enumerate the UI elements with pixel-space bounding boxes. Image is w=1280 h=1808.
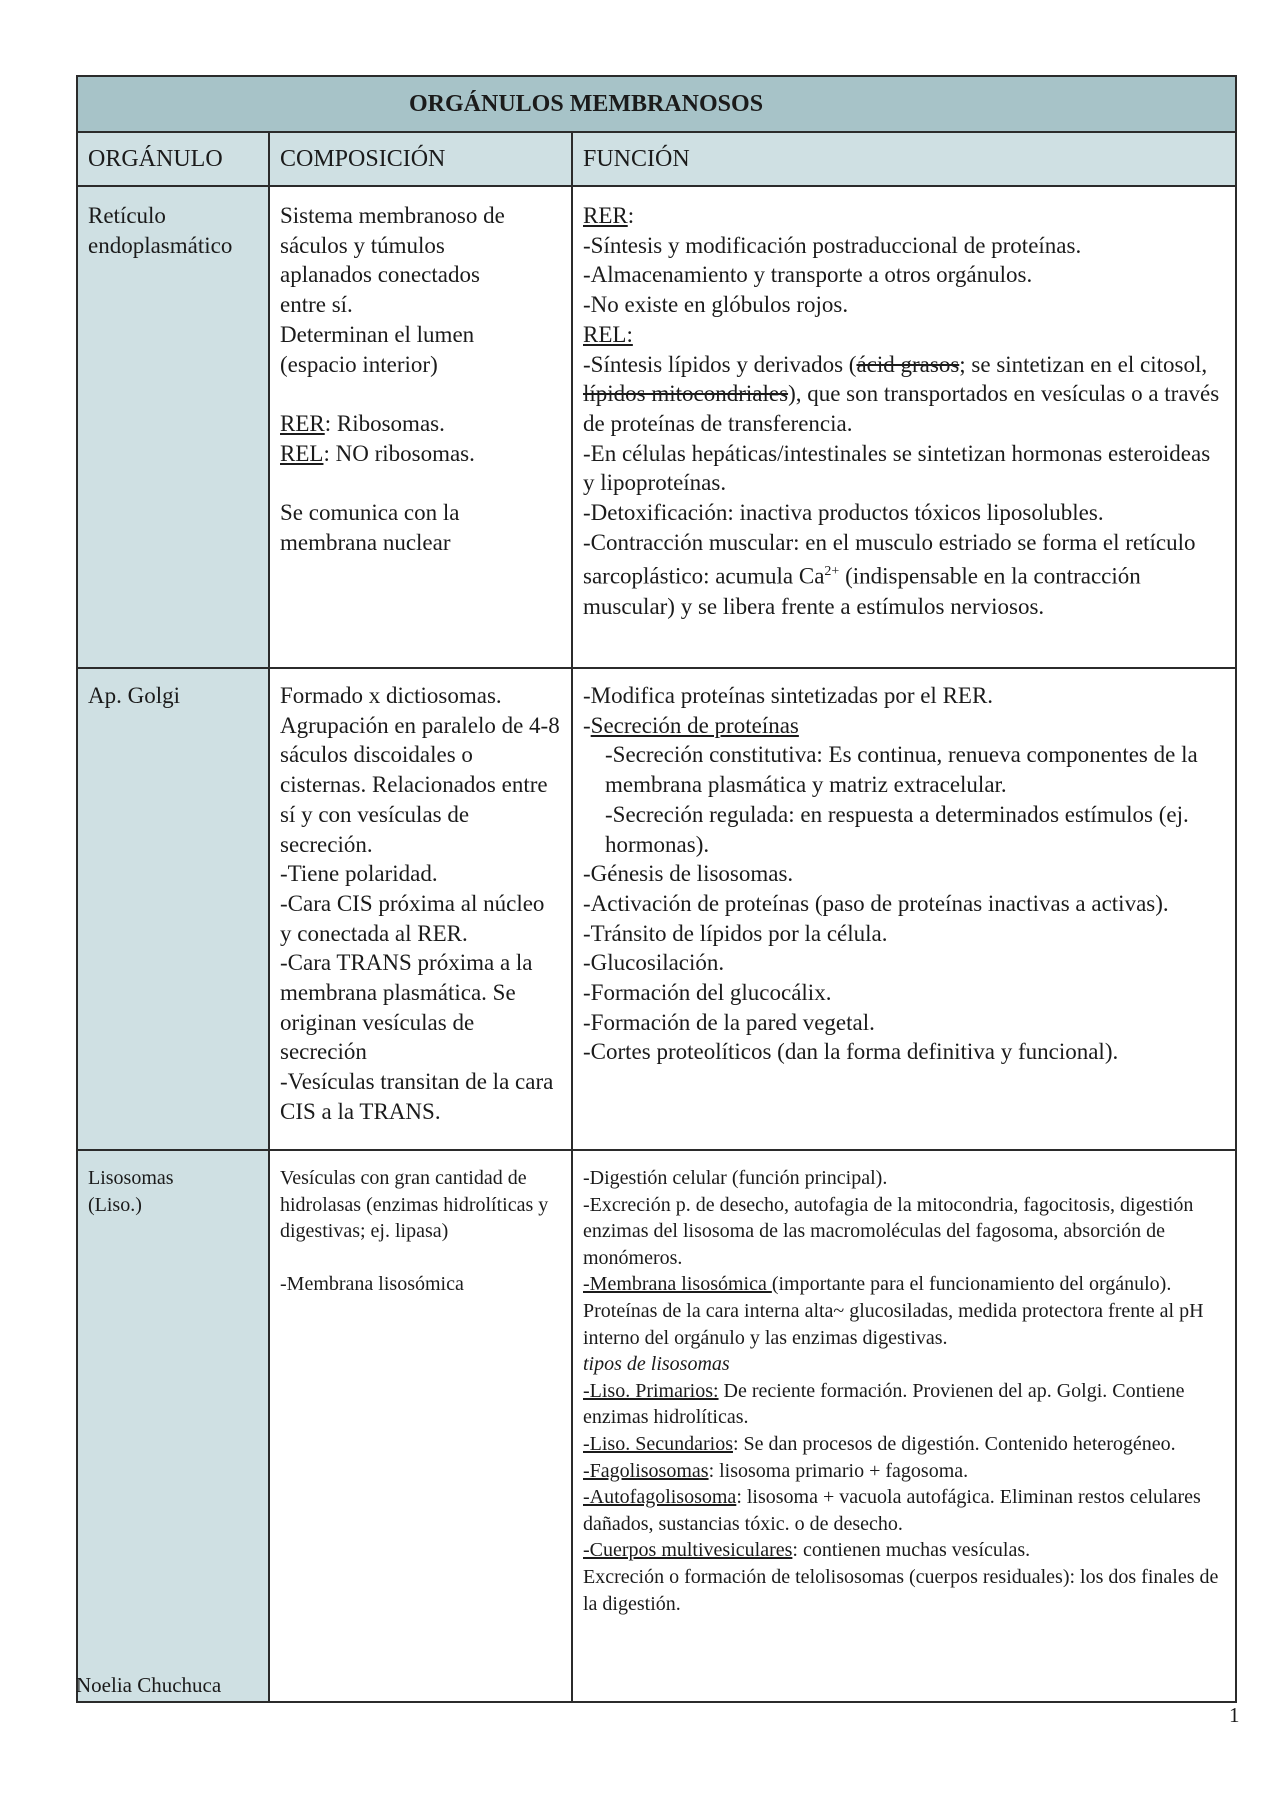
liso-secundarios: -Liso. Secundarios: Se dan procesos de digestión. Contenido heterogéneo. bbox=[583, 1432, 1176, 1455]
header-funcion: FUNCIÓN bbox=[572, 132, 1236, 186]
composition-golgi: Formado x dictiosomas. Agrupación en paralelo de 4-8 sáculos discoidales o cisternas. Relacionados entre sí y con vesículas de secreción. -Tiene polaridad. -Cara CIS próxima al núcleo y conectada al RER. -Cara TRANS próxima a la membrana plasmática. Se originan vesículas de secreción -Vesículas transitan de la cara CIS a la TRANS. bbox=[269, 668, 572, 1150]
fagolisosomas: -Fagolisosomas: lisosoma primario + fagosoma. bbox=[583, 1459, 969, 1482]
func-membrana: -Membrana lisosómica (importante para el funcionamiento del orgánulo). Proteínas de la cara interna alta~ glucosiladas, medida protectora frente al pH interno del orgánulo y las enzimas digestivas. bbox=[583, 1273, 1204, 1349]
table-title-cell bbox=[77, 76, 1236, 132]
organelle-name-lisosomas: Lisosomas (Liso.) bbox=[77, 1150, 269, 1702]
function-reticulo: RER: -Síntesis y modificación postraduccional de proteínas. -Almacenamiento y transporte a otros orgánulos. -No existe en glóbulos rojos. REL: -Síntesis lípidos y derivados (ácid grasos; se sintetizan en el citosol, lípidos mitocondriales), que son transportados en vesículas o a través de proteínas de transferencia. -En células hepáticas/intestinales se sintetizan hormonas esteroideas y lipoproteínas. -Detoxificación: inactiva productos tóxicos liposolubles. -Contracción muscular: en el musculo estriado se forma el retículo sarcoplástico: acumula $Ca^{2+}$ (indispensable en la contracción muscular) y se libera frente a estímulos nerviosos. bbox=[572, 186, 1236, 668]
composition-lisosomas: Vesículas con gran cantidad de hidrolasas (enzimas hidrolíticas y digestivas; ej. lipasa) -Membrana lisosómica bbox=[269, 1150, 572, 1702]
footer-author: Noelia Chuchuca bbox=[76, 1673, 222, 1697]
function-golgi: -Modifica proteínas sintetizadas por el RER. -Secreción de proteínas -Secreción constitutiva: Es continua, renueva componentes de la membrana plasmática y matriz extracelular. -Secreción regulada: en respuesta a determinados estímulos (ej. hormonas). -Génesis de lisosomas. -Activación de proteínas (paso de proteínas inactivas a activas). -Tránsito de lípidos por la célula. -Glucosilación. -Formación del glucocálix. -Formación de la pared vegetal. -Cortes proteolíticos (dan la forma definitiva y funcional). bbox=[572, 668, 1236, 1150]
table-row-reticulo bbox=[77, 186, 1236, 668]
rer-line: RER: Ribosomas. bbox=[280, 410, 445, 436]
organelle-name-golgi: Ap. Golgi bbox=[77, 668, 269, 1150]
autofagolisosoma: -Autofagolisosoma: lisosoma + vacuola autofágica. Eliminan restos celulares dañados, sustancias tóxic. o de desecho. bbox=[583, 1486, 1201, 1535]
func-contraccion: -Contracción muscular: en el musculo estriado se forma el retículo sarcoplástico: acumula $Ca^{2+}$ (indispensable en la contracción muscular) y se libera frente a estímulos nerviosos. bbox=[583, 529, 1196, 619]
func-secrecion-heading: -Secreción de proteínas bbox=[583, 712, 799, 738]
organelles-table bbox=[76, 75, 1237, 1703]
organelle-name-reticulo: Retículo endoplasmático bbox=[77, 186, 269, 668]
func-rel-text: -Síntesis lípidos y derivados (ácid grasos; se sintetizan en el citosol, lípidos mitocondriales), que son transportados en vesículas o a través de proteínas de transferencia. bbox=[583, 351, 1220, 436]
liso-primarios: -Liso. Primarios: De reciente formación. Provienen del ap. Golgi. Contiene enzimas hidrolíticas. bbox=[583, 1379, 1185, 1429]
header-row bbox=[77, 132, 1236, 186]
rel-line: REL: NO ribosomas. bbox=[280, 440, 475, 466]
cuerpos-multivesiculares: -Cuerpos multivesiculares: contienen muchas vesículas. bbox=[583, 1539, 1031, 1562]
function-lisosomas: -Digestión celular (función principal). -Excreción p. de desecho, autofagia de la mitocondria, fagocitosis, digestión enzimas del lisosoma de las macromoléculas del fagosoma, absorción de monómeros. -Membrana lisosómica (importante para el funcionamiento del orgánulo). Proteínas de la cara interna alta~ glucosiladas, medida protectora frente al pH interno del orgánulo y las enzimas digestivas. tipos de lisosomas -Liso. Primarios: De reciente formación. Provienen del ap. Golgi. Contiene enzimas hidrolíticas. -Liso. Secundarios: Se dan procesos de digestión. Contenido heterogéneo. -Fagolisosomas: lisosoma primario + fagosoma. -Autofagolisosoma: lisosoma + vacuola autofágica. Eliminan restos celulares dañados, sustancias tóxic. o de desecho. -Cuerpos multivesiculares: contienen muchas vesículas. Excreción o formación de telolisosomas (cuerpos residuales): los dos finales de la digestión. bbox=[572, 1150, 1236, 1702]
header-organulo: ORGÁNULO bbox=[77, 132, 269, 186]
header-composicion: COMPOSICIÓN bbox=[269, 132, 572, 186]
tipos-heading: tipos de lisosomas bbox=[583, 1353, 730, 1376]
func-rel-heading: REL: bbox=[583, 321, 633, 347]
table-row-lisosomas bbox=[77, 1150, 1236, 1702]
composition-reticulo: Sistema membranoso de sáculos y túmulos aplanados conectados entre sí. Determinan el lumen (espacio interior) RER: Ribosomas. REL: NO ribosomas. Se comunica con la membrana nuclear bbox=[269, 186, 572, 668]
table-title: ORGÁNULOS MEMBRANOSOS bbox=[409, 91, 764, 117]
table-row-golgi bbox=[77, 668, 1236, 1150]
page-number: 1 bbox=[1229, 1703, 1240, 1727]
func-rer-heading: RER: bbox=[583, 203, 635, 228]
